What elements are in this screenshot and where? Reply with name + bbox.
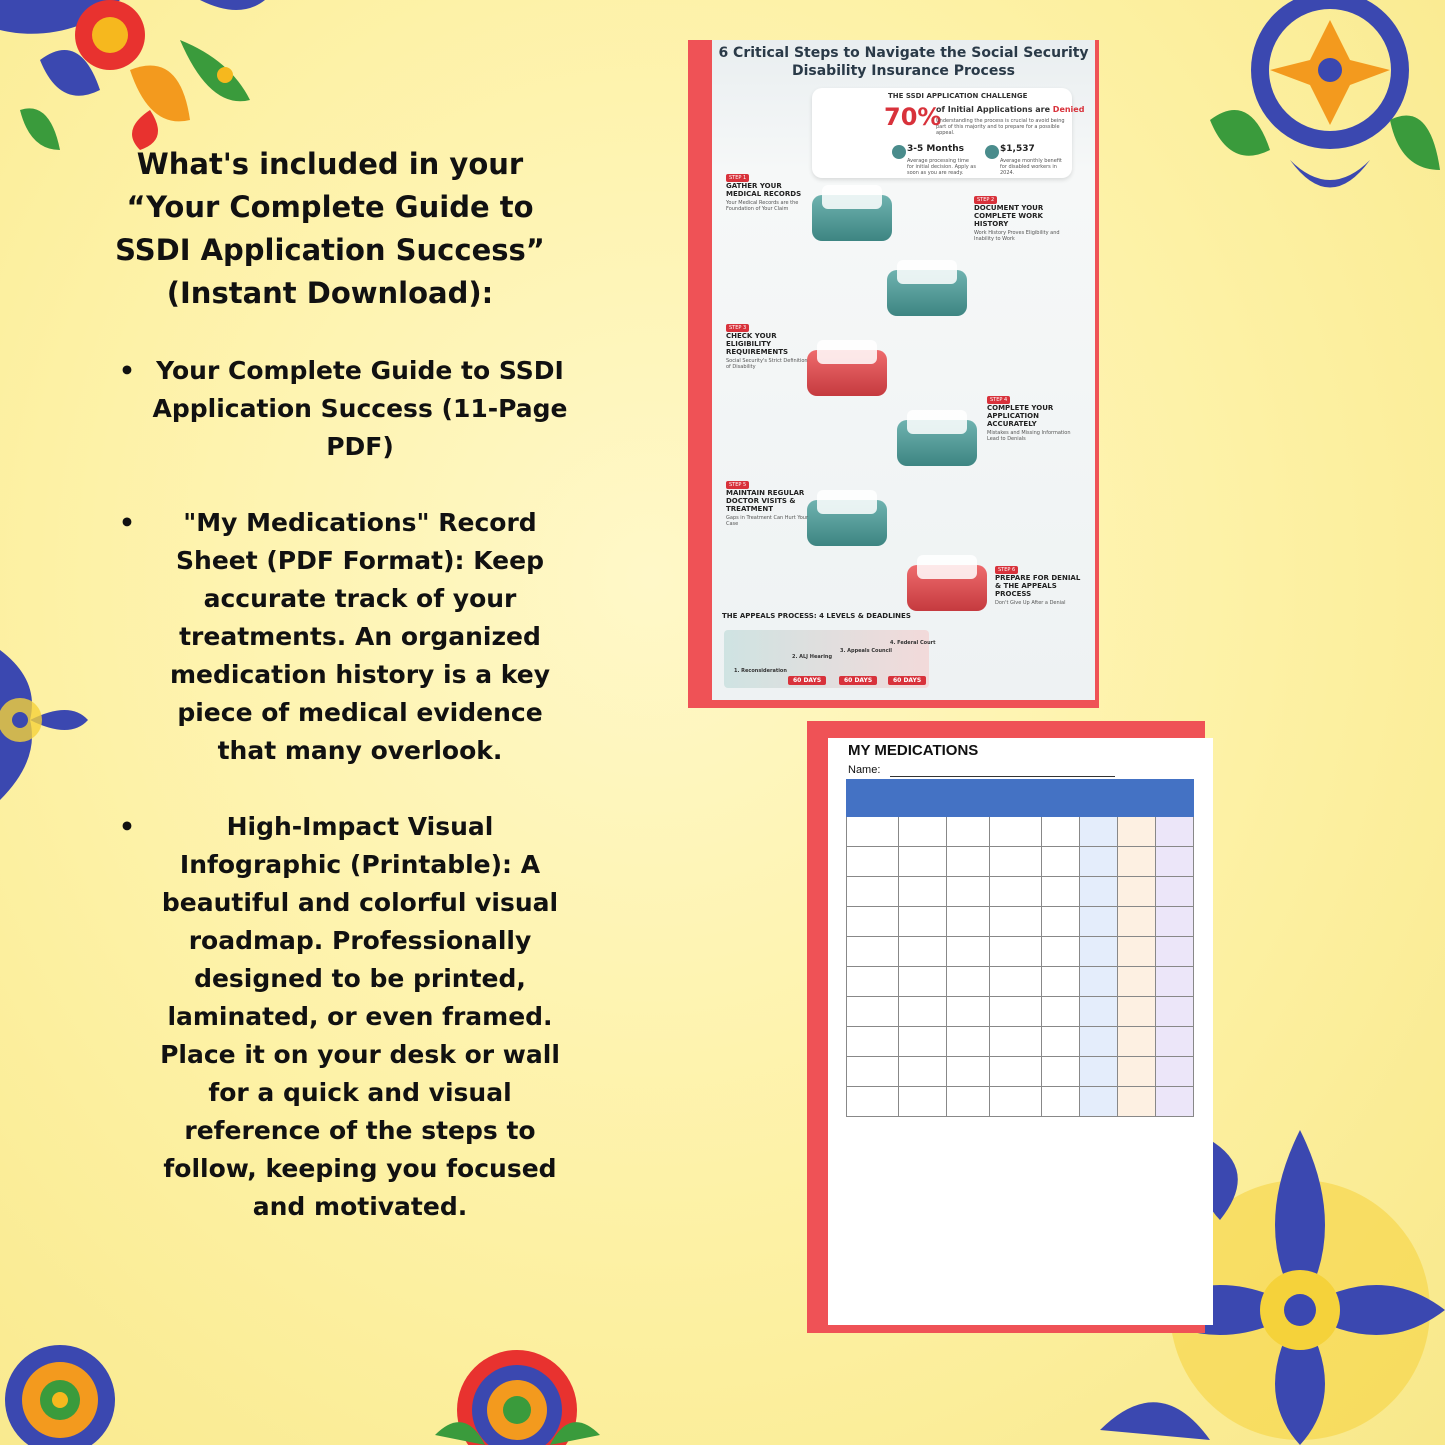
table-cell	[1080, 967, 1118, 997]
table-cell	[899, 847, 947, 877]
days-badge-3: 60 DAYS	[888, 676, 926, 685]
clipboard-icon	[897, 420, 977, 466]
table-cell	[947, 817, 990, 847]
work-history-icon	[887, 270, 967, 316]
medsheet-preview	[828, 738, 1213, 1325]
table-cell	[990, 1087, 1042, 1117]
table-cell	[990, 997, 1042, 1027]
table-cell	[899, 877, 947, 907]
table-cell	[947, 997, 990, 1027]
medsheet-table	[846, 779, 1194, 1117]
medical-records-icon	[812, 195, 892, 241]
table-row	[847, 1057, 1194, 1087]
table-cell	[990, 1057, 1042, 1087]
appeal-level-3: 3. Appeals Council	[840, 648, 892, 654]
list-item-guide: • Your Complete Guide to SSDI Application Success (11-Page PDF)	[115, 352, 575, 466]
table-cell	[847, 1027, 899, 1057]
table-cell	[1080, 877, 1118, 907]
table-cell	[1156, 817, 1194, 847]
table-cell	[1156, 847, 1194, 877]
table-row	[847, 1087, 1194, 1117]
table-cell	[947, 847, 990, 877]
table-cell	[1080, 997, 1118, 1027]
table-cell	[1156, 1087, 1194, 1117]
floral-ornament-left	[0, 640, 90, 805]
clock-icon	[892, 145, 906, 159]
scales-icon	[807, 350, 887, 396]
table-cell	[899, 967, 947, 997]
table-cell	[899, 817, 947, 847]
table-row	[847, 937, 1194, 967]
table-cell	[1042, 997, 1080, 1027]
days-badge-1: 60 DAYS	[788, 676, 826, 685]
table-cell	[1080, 847, 1118, 877]
floral-ornament-bottom-center	[435, 1335, 600, 1445]
table-cell	[899, 1057, 947, 1087]
table-cell	[947, 967, 990, 997]
table-cell	[847, 847, 899, 877]
table-cell	[1042, 817, 1080, 847]
table-cell	[1042, 877, 1080, 907]
step-4: STEP 4 COMPLETE YOUR APPLICATION ACCURATELY Mistakes and Missing Information Lead to Denials	[987, 397, 1071, 442]
monthly-benefit: $1,537	[1000, 144, 1035, 154]
appeal-level-2: 2. ALJ Hearing	[792, 654, 833, 660]
table-cell	[847, 877, 899, 907]
days-badge-2: 60 DAYS	[839, 676, 877, 685]
table-cell	[1156, 1027, 1194, 1057]
medsheet-title: MY MEDICATIONS	[848, 742, 979, 759]
table-cell	[947, 1027, 990, 1057]
table-cell	[847, 1087, 899, 1117]
table-cell	[1118, 937, 1156, 967]
step-6: STEP 6 PREPARE FOR DENIAL & THE APPEALS PROCESS Don't Give Up After a Denial	[995, 567, 1081, 606]
table-row	[847, 1027, 1194, 1057]
appeal-level-1: 1. Reconsideration	[734, 668, 787, 674]
table-cell	[1080, 1087, 1118, 1117]
table-cell	[1118, 967, 1156, 997]
table-cell	[1042, 907, 1080, 937]
monthly-benefit-note: Average monthly benefit for disabled workers in 2024.	[1000, 158, 1062, 176]
table-row	[847, 907, 1194, 937]
table-cell	[847, 1057, 899, 1087]
table-cell	[1156, 967, 1194, 997]
table-cell	[1080, 1057, 1118, 1087]
denied-sub: Understanding the process is crucial to avoid being part of this majority and to prepare for a possible appeal.	[936, 118, 1065, 136]
included-list	[115, 352, 575, 1264]
appeal-level-4: 4. Federal Court	[890, 640, 936, 646]
floral-ornament-bottom-left	[0, 1330, 125, 1445]
table-cell	[990, 847, 1042, 877]
table-cell	[1042, 1087, 1080, 1117]
table-row	[847, 877, 1194, 907]
table-cell	[1118, 847, 1156, 877]
table-cell	[1118, 1087, 1156, 1117]
calendar-icon	[807, 500, 887, 546]
table-cell	[990, 1027, 1042, 1057]
table-row	[847, 817, 1194, 847]
list-item-infographic: • High-Impact Visual Infographic (Printable): A beautiful and colorful visual roadmap. Professionally designed to be printed, laminated, or even framed. Place it on your desk or wall for a quick and visual reference of the steps to follow, keeping you focused and motivated.	[115, 808, 575, 1226]
table-row	[847, 997, 1194, 1027]
table-cell	[1042, 847, 1080, 877]
table-cell	[947, 907, 990, 937]
list-item-medication-sheet: • "My Medications" Record Sheet (PDF Format): Keep accurate track of your treatments. An organized medication history is a key piece of medical evidence that many overlook.	[115, 504, 575, 770]
table-cell	[1118, 907, 1156, 937]
infographic-title: 6 Critical Steps to Navigate the Social Security Disability Insurance Process	[718, 45, 1089, 79]
table-cell	[847, 937, 899, 967]
table-cell	[947, 937, 990, 967]
floral-ornament-top-right	[1190, 0, 1445, 215]
infographic-preview	[712, 40, 1095, 700]
processing-time-note: Average processing time for initial decision. Apply as soon as you are ready.	[907, 158, 976, 176]
table-cell	[1080, 907, 1118, 937]
table-cell	[1118, 877, 1156, 907]
medsheet-header-row	[847, 780, 1194, 817]
table-row	[847, 967, 1194, 997]
table-cell	[899, 1087, 947, 1117]
table-cell	[1156, 1057, 1194, 1087]
included-heading: What's included in your “Your Complete Guide to SSDI Application Success” (Instant Download):	[115, 147, 545, 310]
table-cell	[899, 907, 947, 937]
table-cell	[1042, 1027, 1080, 1057]
denied-percent: 70%	[884, 103, 942, 131]
table-cell	[1118, 1027, 1156, 1057]
table-cell	[1118, 1057, 1156, 1087]
table-row	[847, 847, 1194, 877]
table-cell	[1156, 997, 1194, 1027]
table-cell	[947, 1057, 990, 1087]
challenge-card	[812, 88, 1085, 178]
table-cell	[990, 817, 1042, 847]
step-1: STEP 1 GATHER YOUR MEDICAL RECORDS Your Medical Records are the Foundation of Your Claim	[726, 175, 802, 212]
table-cell	[990, 877, 1042, 907]
table-cell	[990, 937, 1042, 967]
step-3: STEP 3 CHECK YOUR ELIGIBILITY REQUIREMENTS Social Security's Strict Definition of Disability	[726, 325, 808, 370]
table-cell	[847, 907, 899, 937]
medsheet-name-label: Name:	[848, 764, 881, 776]
courthouse-icon	[907, 565, 987, 611]
table-cell	[847, 817, 899, 847]
table-cell	[847, 997, 899, 1027]
table-cell	[899, 1027, 947, 1057]
table-cell	[847, 967, 899, 997]
table-cell	[899, 937, 947, 967]
table-cell	[947, 1087, 990, 1117]
table-cell	[1156, 907, 1194, 937]
table-cell	[1080, 937, 1118, 967]
step-2: STEP 2 DOCUMENT YOUR COMPLETE WORK HISTORY Work History Proves Eligibility and Inability to Work	[974, 197, 1060, 242]
table-cell	[1042, 937, 1080, 967]
table-cell	[1156, 877, 1194, 907]
challenge-label: THE SSDI APPLICATION CHALLENGE	[888, 92, 1028, 100]
table-cell	[947, 877, 990, 907]
table-cell	[1118, 997, 1156, 1027]
processing-time: 3-5 Months	[907, 144, 965, 154]
step-5: STEP 5 MAINTAIN REGULAR DOCTOR VISITS & TREATMENT Gaps in Treatment Can Hurt Your Case	[726, 482, 809, 527]
table-cell	[899, 997, 947, 1027]
appeals-title: THE APPEALS PROCESS: 4 LEVELS & DEADLINES	[722, 612, 911, 620]
table-cell	[1080, 817, 1118, 847]
table-cell	[1118, 817, 1156, 847]
denied-note: of Initial Applications are Denied	[936, 105, 1085, 114]
table-cell	[1156, 937, 1194, 967]
table-cell	[990, 967, 1042, 997]
medsheet-name-line	[890, 776, 1115, 777]
table-cell	[1080, 1027, 1118, 1057]
table-cell	[990, 907, 1042, 937]
table-cell	[1042, 1057, 1080, 1087]
table-cell	[1042, 967, 1080, 997]
dollar-icon	[985, 145, 999, 159]
